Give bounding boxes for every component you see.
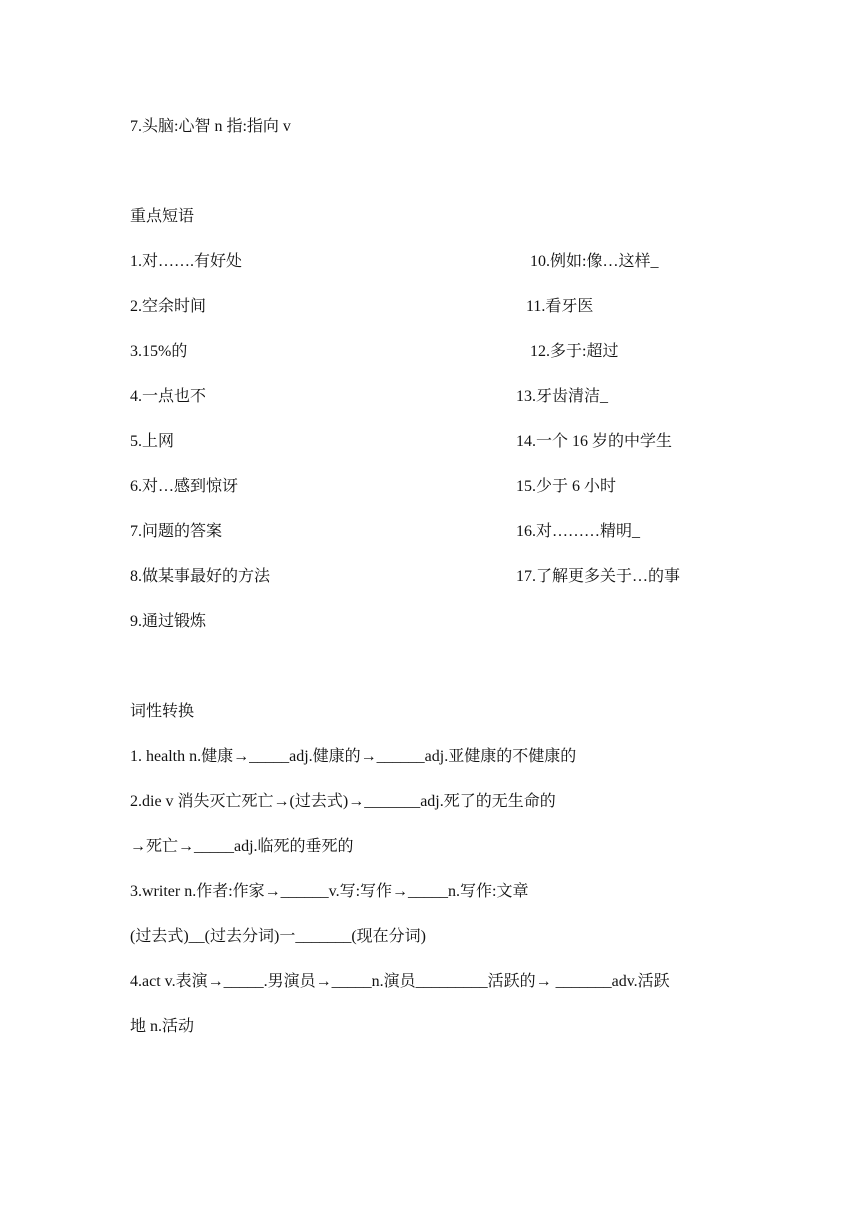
phrases-heading: 重点短语 — [130, 208, 195, 225]
phrase-item: 15.少于 6 小时 — [516, 478, 617, 495]
phrase-item: 16.对………精明_ — [516, 523, 641, 540]
conversion-line: 2.die v 消失灭亡死亡→(过去式)→_______adj.死了的无生命的 — [130, 793, 556, 810]
phrase-item: 8.做某事最好的方法 — [130, 568, 271, 585]
conversion-line: →死亡→_____adj.临死的垂死的 — [130, 838, 354, 855]
phrase-item: 3.15%的 — [130, 343, 188, 360]
intro-line: 7.头脑:心智 n 指:指向 v — [130, 118, 291, 135]
conversion-line: 4.act v.表演→_____.男演员→_____n.演员_________活跃的→ _______adv.活跃 — [130, 973, 670, 990]
phrase-item: 11.看牙医 — [526, 298, 594, 315]
phrase-item: 13.牙齿清洁_ — [516, 388, 609, 405]
phrase-item: 4.一点也不 — [130, 388, 207, 405]
phrase-item: 5.上网 — [130, 433, 175, 450]
phrase-item: 17.了解更多关于…的事 — [516, 568, 681, 585]
phrase-item: 2.空余时间 — [130, 298, 207, 315]
phrase-item: 6.对…感到惊讶 — [130, 478, 239, 495]
conversion-line: 3.writer n.作者:作家→______v.写:写作→_____n.写作:文章 — [130, 883, 529, 900]
phrase-item: 12.多于:超过 — [530, 343, 619, 360]
phrase-item: 10.例如:像…这样_ — [530, 253, 659, 270]
conversion-heading: 词性转换 — [130, 703, 195, 720]
conversion-line: (过去式)__(过去分词)一_______(现在分词) — [130, 928, 426, 945]
phrase-item: 1.对…….有好处 — [130, 253, 243, 270]
phrase-item: 7.问题的答案 — [130, 523, 223, 540]
conversion-line: 地 n.活动 — [130, 1018, 195, 1035]
phrase-item: 14.一个 16 岁的中学生 — [516, 433, 673, 450]
phrase-item: 9.通过锻炼 — [130, 613, 207, 630]
conversion-line: 1. health n.健康→_____adj.健康的→______adj.亚健康的不健康的 — [130, 748, 577, 765]
